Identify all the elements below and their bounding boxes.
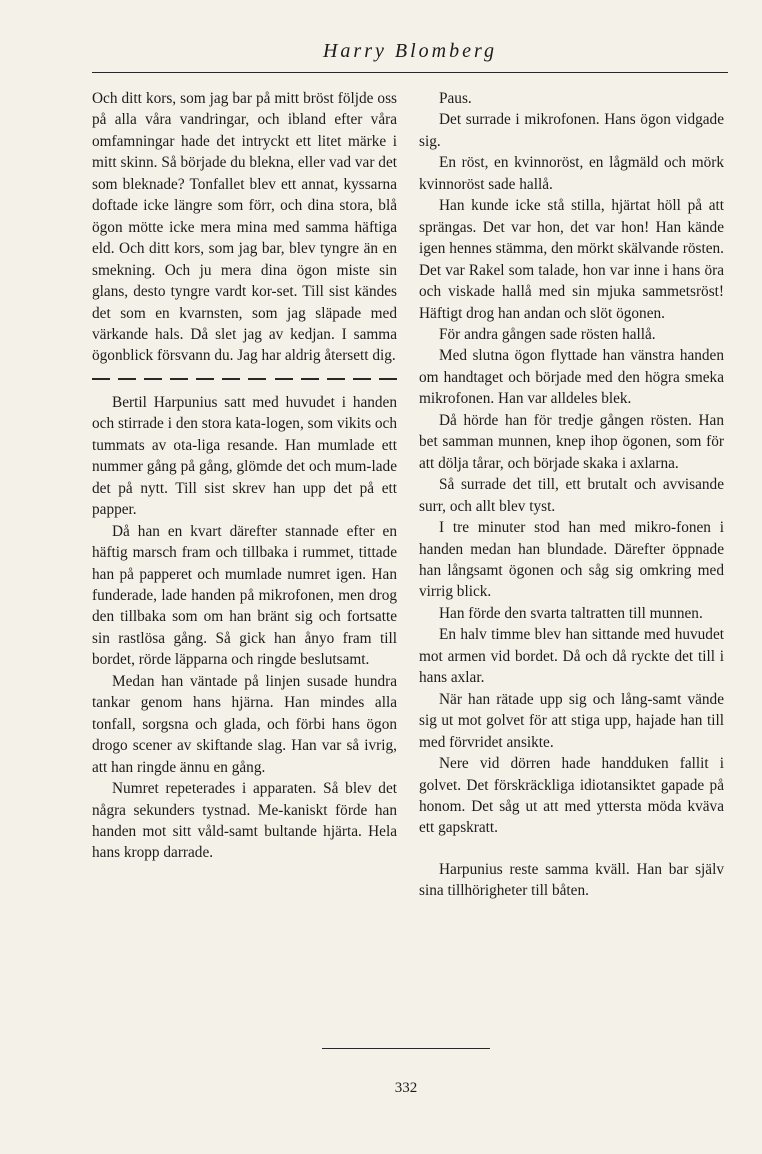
paragraph: I tre minuter stod han med mikro-fonen i handen medan han blundade. Därefter öppnade han långsamt ögonen och såg sig omkring med virrig blick. [419, 519, 724, 601]
paragraph: Bertil Harpunius satt med huvudet i handen och stirrade i den stora kata-logen, som vikits och tummats av ota-liga resande. Han mumlade ett nummer gång på gång, glömde det och mum-lade det på nytt. Till sist skrev han upp det på ett papper. [92, 393, 397, 519]
closing-paragraph: Harpunius reste samma kväll. Han bar själv sina tillhörigheter till båten. [419, 860, 724, 900]
paragraph: En röst, en kvinnoröst, en lågmäld och mörk kvinnoröst sade hallå. [419, 154, 724, 193]
paragraph: Då han en kvart därefter stannade efter en häftig marsch fram och tillbaka i rummet, tittade han på papperet och mumlade numret igen. Han funderade, lade handen på mikrofonen, men drog den tillbaka som om han bränt sig och fortsatte sin rastlösa gång. Så gick han ånyo fram till bordet, rörde läpparna och ringde beslutsamt. [92, 522, 397, 669]
paragraph-gap [419, 839, 724, 859]
paragraph: Medan han väntade på linjen susade hundra tankar genom hans hjärna. Han mindes alla tonfall, sorgsna och glada, och förbi hans ögon drogo scener av skiftande slag. Han var så ivrig, att han ringde ännu en gång. [92, 672, 397, 776]
paragraph: Han kunde icke stå stilla, hjärtat höll på att sprängas. Det var hon, det var hon! Han kände igen hennes stämma, den mörkt skälvande rösten. Det var Rakel som talade, hon var inne i hans öra och viskade hallå med sin mjuka sammetsröst! Häftigt drog han andan och slöt ögonen. [419, 197, 724, 322]
running-title: Harry Blomberg [322, 40, 498, 62]
paragraph: Han förde den svarta taltratten till munnen. [439, 604, 703, 622]
paragraph: Det surrade i mikrofonen. Hans ögon vidgade sig. [419, 111, 724, 150]
left-column [92, 88, 397, 864]
paragraph: Paus. [439, 90, 472, 107]
page-number: 332 [394, 1080, 418, 1096]
running-header [92, 38, 728, 73]
section-break-dashes [92, 370, 397, 388]
paragraph: Numret repeterades i apparaten. Så blev det några sekunders tystnad. Me-kaniskt förde han handen mot sitt våld-samt bultande hjärta. Hela hans kropp darrade. [92, 780, 397, 862]
paragraph: För andra gången sade rösten hallå. [439, 325, 656, 343]
paragraph: Nere vid dörren hade handduken fallit i golvet. Det förskräckliga idiotansiktet gapade på honom. Det såg ut att med yttersta möda kväva ett gapskratt. [419, 755, 724, 837]
paragraph: Då hörde han för tredje gången rösten. Han bet samman munnen, knep ihop ögonen, som för att dölja tårar, och började skaka i axlarna. [419, 411, 724, 472]
paragraph: En halv timme blev han sittande med huvudet mot armen vid bordet. Då och då ryckte det till i hans axlar. [419, 626, 724, 687]
paragraph: När han rätade upp sig och lång-samt vände sig ut mot golvet för att stiga upp, hajade han till med förvridet ansikte. [419, 690, 724, 751]
footer-rule [322, 1048, 490, 1049]
paragraph: Så surrade det till, ett brutalt och avvisande surr, och allt blev tyst. [419, 476, 724, 515]
right-column [419, 88, 724, 902]
paragraph: Och ditt kors, som jag bar på mitt bröst följde oss på alla våra vandringar, och ibland efter våra omfamningar hade det intryckt ett litet märke i mitt skinn. Så började du blekna, eller vad var det som bleknade? Tonfallet blev ett annat, kyssarna doftade icke längre som förr, och dina stora, blå ögon mötte icke mera mina med samma häftiga eld. Och ditt kors, som jag bar, blev tyngre än en smekning. Och ju mera dina ögon miste sin glans, desto tyngre vardt kor-set. Till sist kändes det som en kvarnsten, som jag släpade med värkande hals. Då slet jag av kedjan. I samma ögonblick försvann du. Jag har aldrig återsett dig. [92, 90, 397, 365]
paragraph: Med slutna ögon flyttade han vänstra handen om handtaget och började med den högra smeka mikrofonen. Han var alldeles blek. [419, 347, 724, 408]
